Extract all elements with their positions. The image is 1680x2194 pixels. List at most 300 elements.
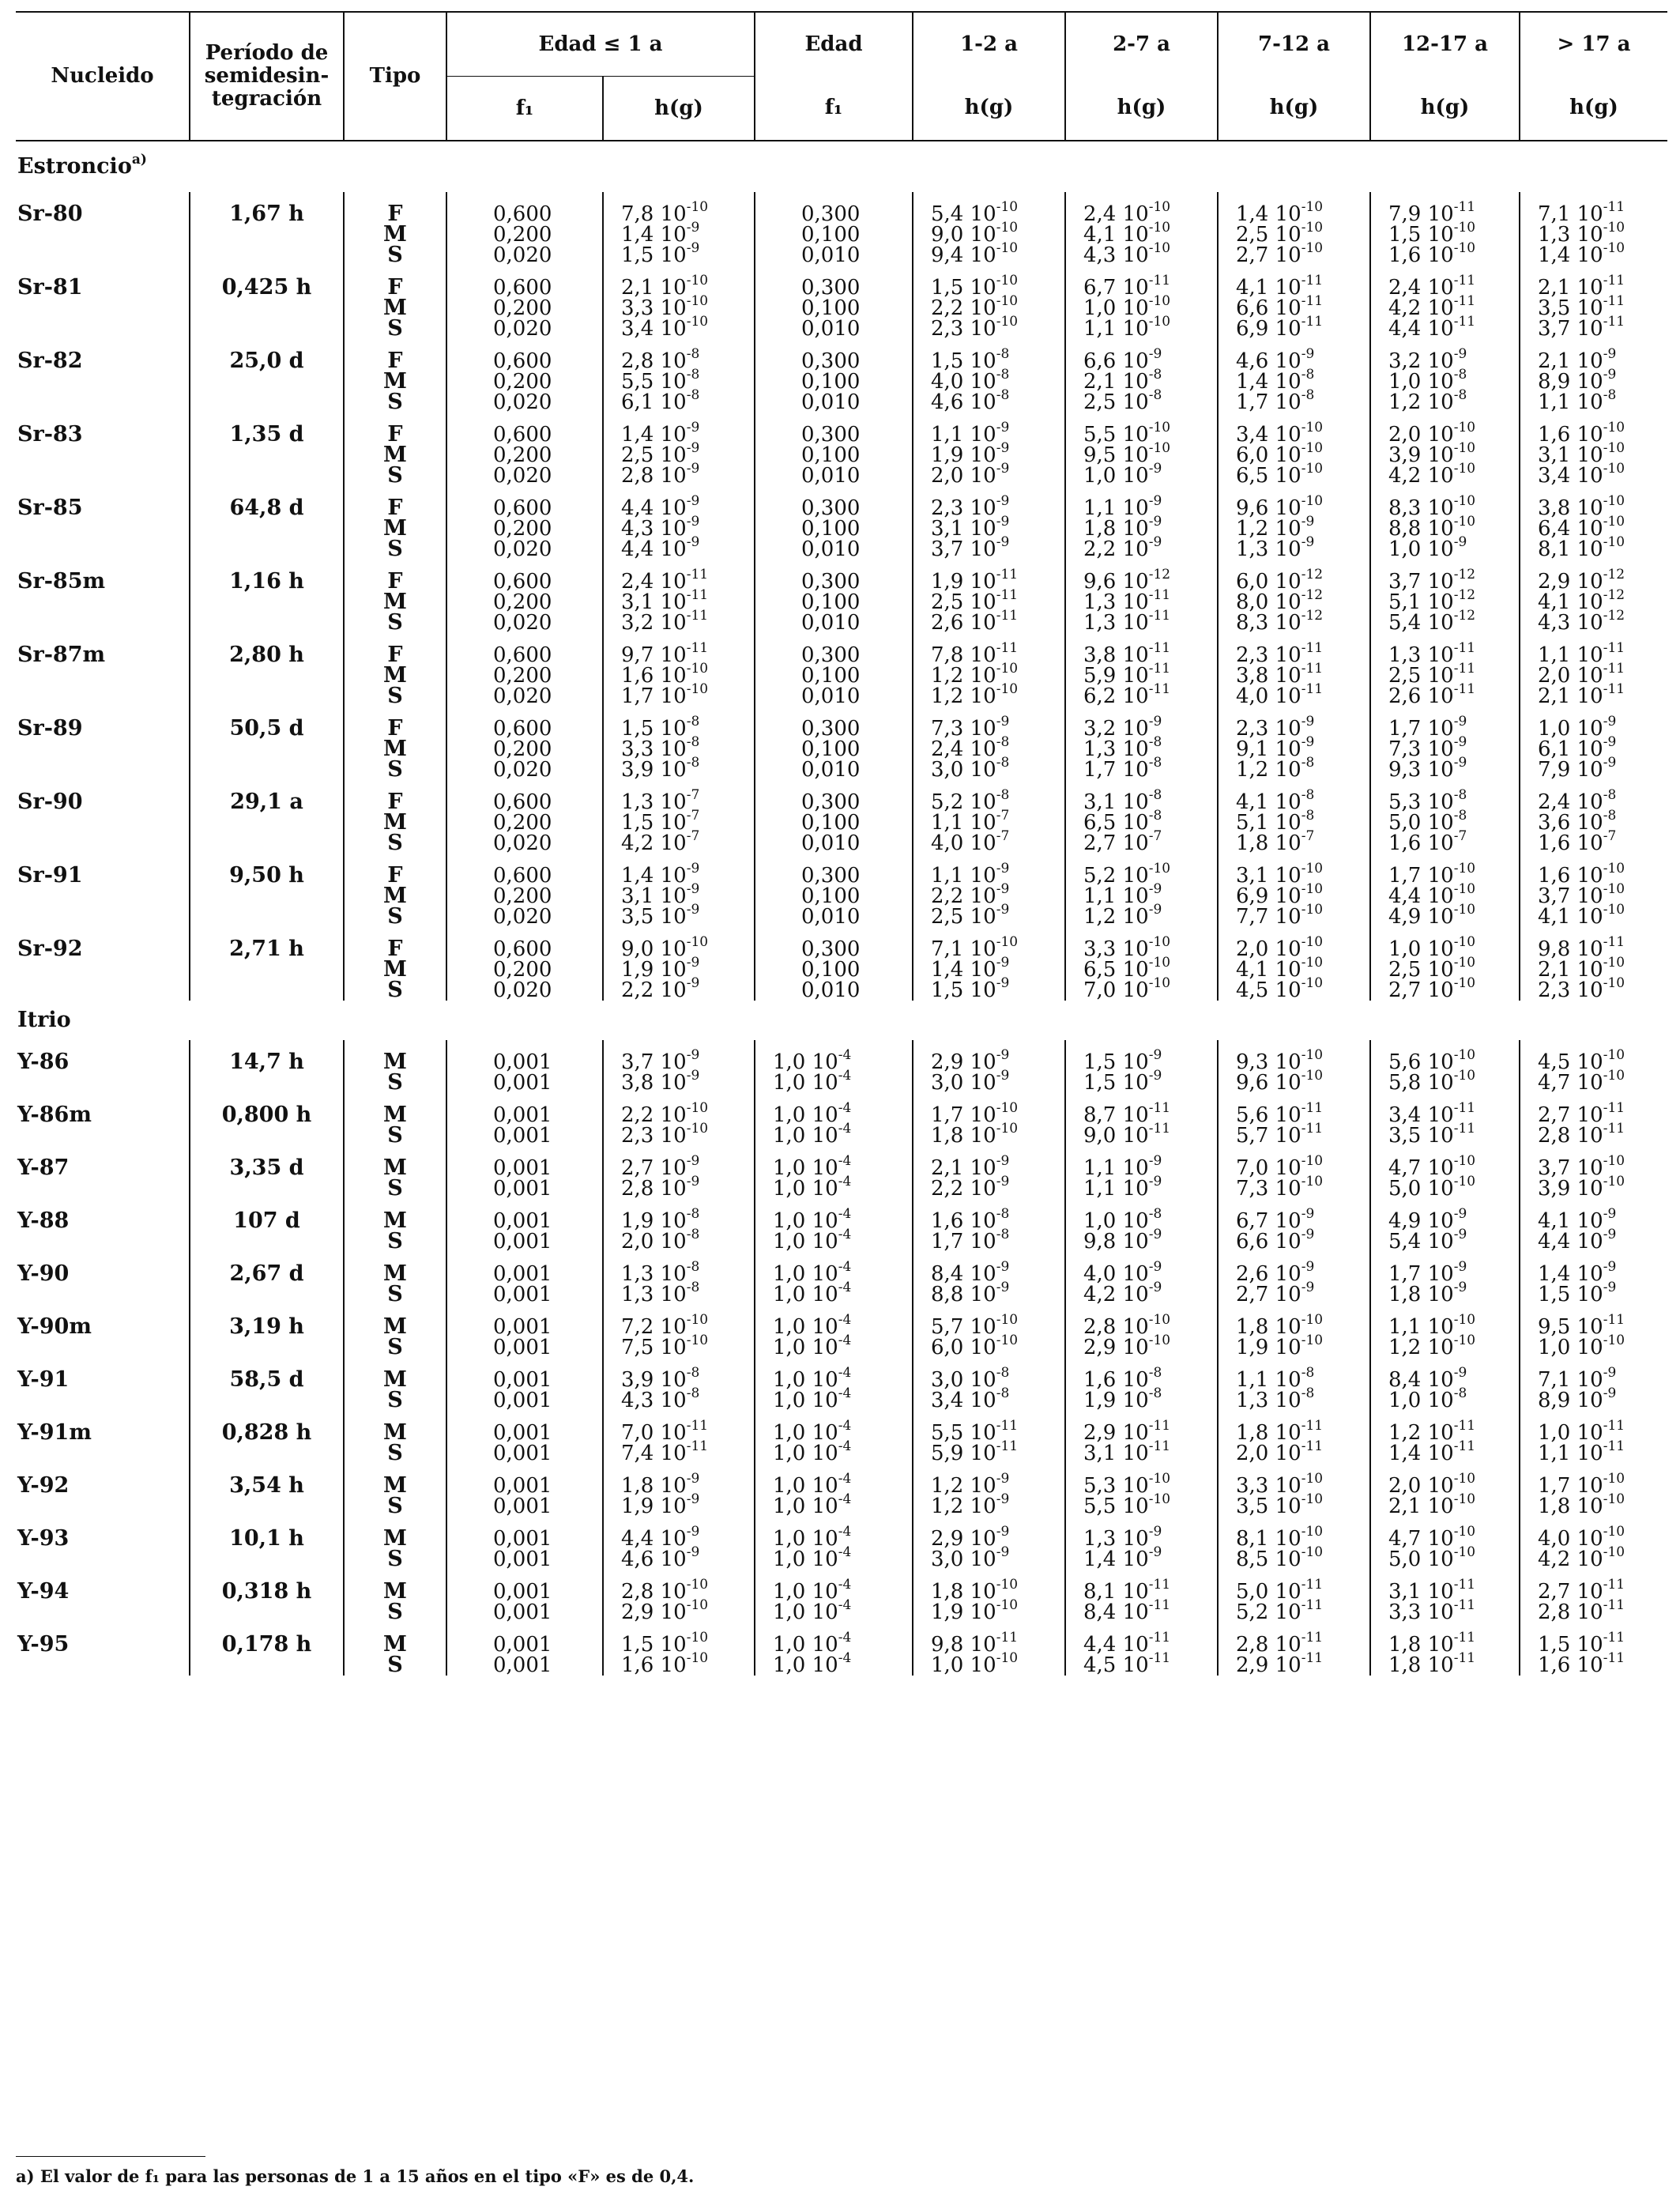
hg-7-12-cell	[1218, 1358, 1370, 1411]
hg-gt17-value: 3,4 $10^{-10}$	[1538, 461, 1625, 488]
nuclide-name: Y-90m	[17, 1314, 92, 1339]
hg-2-7-cell	[1065, 339, 1218, 413]
hg-infant-value: 4,3 $10^{-9}$	[621, 514, 700, 541]
hg-7-12-value: 6,7 $10^{-9}$	[1236, 1206, 1315, 1233]
half-life: 1,67 h	[190, 192, 344, 266]
hg-1-2-value: 2,2 $10^{-9}$	[931, 881, 1010, 908]
hg-infant-cell	[603, 1093, 755, 1146]
f1-infant-value: 0,001	[493, 1177, 552, 1201]
footnote: a) El valor de f₁ para las personas de 1 a 15 años en el tipo «F» es de 0,4.	[16, 2166, 695, 2186]
hg-1-2-cell	[913, 780, 1065, 854]
hg-gt17-value: 3,9 $10^{-10}$	[1538, 1174, 1625, 1201]
f1-other-value: 1,0 $10^{-4}$	[773, 1577, 852, 1604]
table-row	[16, 413, 1667, 486]
f1-infant-value: 0,001	[493, 1442, 552, 1465]
hg-infant-value: 7,0 $10^{-11}$	[621, 1418, 709, 1445]
hg-1-2-value: 1,2 $10^{-10}$	[931, 661, 1019, 688]
f1-other-value: 0,300	[801, 570, 861, 594]
hg-2-7-cell	[1065, 1623, 1218, 1676]
hg-7-12-value: 5,1 $10^{-8}$	[1236, 808, 1315, 835]
type-cell	[344, 1464, 446, 1517]
hg-2-7-value: 5,3 $10^{-10}$	[1083, 1471, 1171, 1498]
hg-infant-value: 1,8 $10^{-9}$	[621, 1471, 700, 1498]
hg-infant-cell	[603, 1411, 755, 1464]
hg-infant-cell	[603, 1040, 755, 1093]
hg-1-2-cell	[913, 1517, 1065, 1570]
hg-infant-cell	[603, 1199, 755, 1252]
hg-12-17-value: 9,3 $10^{-9}$	[1388, 755, 1467, 782]
hg-infant-value: 6,1 $10^{-8}$	[621, 387, 700, 414]
hg-12-17-cell	[1370, 854, 1520, 927]
hg-gt17-value: 2,1 $10^{-11}$	[1538, 273, 1625, 300]
hg-gt17-value: 7,1 $10^{-9}$	[1538, 1365, 1617, 1392]
hg-7-12-value: 6,5 $10^{-10}$	[1236, 461, 1324, 488]
hg-2-7-value: 1,1 $10^{-9}$	[1083, 1174, 1162, 1201]
f1-infant-value: 0,200	[493, 296, 552, 320]
f1-infant-value: 0,020	[493, 684, 552, 708]
nuclide-name: Sr-91	[17, 863, 83, 888]
hg-2-7-cell	[1065, 1570, 1218, 1623]
hg-12-17-value: 8,4 $10^{-9}$	[1388, 1365, 1467, 1392]
f1-other-value: 0,010	[801, 831, 861, 855]
f1-infant-value: 0,001	[493, 1050, 552, 1074]
header-hg-12-17: h(g)	[1370, 77, 1520, 141]
hg-gt17-value: 4,7 $10^{-10}$	[1538, 1068, 1625, 1095]
table-row	[16, 486, 1667, 560]
f1-other-value: 1,0 $10^{-4}$	[773, 1385, 852, 1412]
f1-infant-cell	[446, 1040, 603, 1093]
hg-1-2-value: 2,4 $10^{-8}$	[931, 734, 1010, 761]
hg-infant-value: 3,1 $10^{-9}$	[621, 881, 700, 908]
hg-12-17-value: 4,7 $10^{-10}$	[1388, 1524, 1476, 1551]
hg-gt17-value: 2,1 $10^{-11}$	[1538, 681, 1625, 708]
f1-infant-value: 0,001	[493, 1474, 552, 1498]
nuclide-name: Y-90	[17, 1261, 70, 1286]
hg-12-17-value: 3,4 $10^{-11}$	[1388, 1100, 1476, 1127]
hg-infant-value: 1,5 $10^{-9}$	[621, 240, 700, 267]
hg-12-17-value: 4,9 $10^{-10}$	[1388, 902, 1476, 929]
hg-gt17-value: 3,7 $10^{-10}$	[1538, 1153, 1625, 1180]
hg-infant-cell	[603, 266, 755, 339]
hg-gt17-cell	[1520, 1358, 1667, 1411]
type-cell	[344, 1040, 446, 1093]
f1-infant-value: 0,600	[493, 643, 552, 667]
section-title-text: Itrio	[17, 1008, 71, 1032]
f1-infant-cell	[446, 192, 603, 266]
hg-gt17-cell	[1520, 1305, 1667, 1358]
f1-other-value: 0,100	[801, 296, 861, 320]
f1-other-cell	[755, 1570, 913, 1623]
hg-7-12-value: 5,0 $10^{-11}$	[1236, 1577, 1324, 1604]
table-row	[16, 927, 1667, 1001]
hg-infant-value: 9,7 $10^{-11}$	[621, 640, 709, 667]
hg-gt17-value: 3,5 $10^{-11}$	[1538, 293, 1625, 320]
type-value: M	[383, 1261, 407, 1286]
hg-12-17-value: 5,4 $10^{-9}$	[1388, 1227, 1467, 1253]
hg-12-17-value: 1,7 $10^{-10}$	[1388, 861, 1476, 888]
hg-infant-value: 7,4 $10^{-11}$	[621, 1438, 709, 1465]
type-value: M	[383, 957, 407, 982]
table-row	[16, 1570, 1667, 1623]
hg-1-2-value: 2,3 $10^{-10}$	[931, 314, 1019, 341]
hg-12-17-value: 1,0 $10^{-8}$	[1388, 367, 1467, 394]
hg-2-7-cell	[1065, 1146, 1218, 1199]
f1-infant-value: 0,001	[493, 1527, 552, 1551]
f1-infant-value: 0,001	[493, 1547, 552, 1571]
hg-1-2-value: 2,3 $10^{-9}$	[931, 493, 1010, 520]
hg-7-12-cell	[1218, 1305, 1370, 1358]
type-value: S	[387, 1229, 403, 1253]
hg-2-7-value: 1,0 $10^{-8}$	[1083, 1206, 1162, 1233]
f1-infant-cell	[446, 927, 603, 1001]
f1-infant-value: 0,600	[493, 937, 552, 961]
hg-infant-value: 4,4 $10^{-9}$	[621, 1524, 700, 1551]
hg-7-12-value: 2,7 $10^{-9}$	[1236, 1280, 1315, 1306]
half-life: 0,178 h	[190, 1623, 344, 1676]
hg-infant-value: 4,2 $10^{-7}$	[621, 828, 700, 855]
hg-2-7-value: 6,7 $10^{-11}$	[1083, 273, 1171, 300]
hg-7-12-value: 2,3 $10^{-11}$	[1236, 640, 1324, 667]
hg-gt17-value: 2,8 $10^{-11}$	[1538, 1121, 1625, 1148]
nuclide-name: Y-88	[17, 1208, 70, 1233]
section-title	[16, 1001, 1667, 1040]
f1-other-value: 1,0 $10^{-4}$	[773, 1259, 852, 1286]
hg-2-7-value: 1,1 $10^{-9}$	[1083, 881, 1162, 908]
table-row	[16, 1305, 1667, 1358]
hg-2-7-cell	[1065, 1464, 1218, 1517]
hg-2-7-value: 1,5 $10^{-9}$	[1083, 1068, 1162, 1095]
hg-2-7-cell	[1065, 1199, 1218, 1252]
type-value: M	[383, 1050, 407, 1074]
hg-gt17-value: 1,7 $10^{-10}$	[1538, 1471, 1625, 1498]
hg-12-17-value: 1,0 $10^{-10}$	[1388, 934, 1476, 961]
table-row	[16, 560, 1667, 633]
type-value: M	[383, 1473, 407, 1498]
hg-1-2-value: 5,4 $10^{-10}$	[931, 199, 1019, 226]
f1-infant-value: 0,600	[493, 864, 552, 888]
hg-infant-value: 1,6 $10^{-10}$	[621, 1650, 709, 1677]
type-cell	[344, 633, 446, 707]
table-row	[16, 1093, 1667, 1146]
hg-infant-value: 3,3 $10^{-8}$	[621, 734, 700, 761]
f1-infant-value: 0,001	[493, 1336, 552, 1359]
hg-2-7-value: 8,7 $10^{-11}$	[1083, 1100, 1171, 1127]
hg-2-7-value: 3,8 $10^{-11}$	[1083, 640, 1171, 667]
hg-2-7-value: 1,3 $10^{-11}$	[1083, 587, 1171, 614]
hg-12-17-value: 2,0 $10^{-10}$	[1388, 1471, 1476, 1498]
type-value: S	[387, 1070, 403, 1095]
header-f1-other: f₁	[755, 77, 913, 141]
hg-7-12-value: 1,4 $10^{-10}$	[1236, 199, 1324, 226]
f1-other-value: 1,0 $10^{-4}$	[773, 1630, 852, 1657]
type-value: M	[383, 590, 407, 614]
type-cell	[344, 560, 446, 633]
hg-2-7-value: 1,0 $10^{-9}$	[1083, 461, 1162, 488]
f1-other-value: 0,300	[801, 643, 861, 667]
hg-1-2-cell	[913, 1623, 1065, 1676]
hg-gt17-value: 8,1 $10^{-10}$	[1538, 534, 1625, 561]
hg-1-2-cell	[913, 1199, 1065, 1252]
f1-infant-value: 0,200	[493, 370, 552, 394]
table-row	[16, 633, 1667, 707]
hg-7-12-value: 1,7 $10^{-8}$	[1236, 387, 1315, 414]
hg-7-12-value: 7,0 $10^{-10}$	[1236, 1153, 1324, 1180]
hg-12-17-cell	[1370, 1623, 1520, 1676]
hg-7-12-cell	[1218, 854, 1370, 927]
hg-1-2-value: 1,2 $10^{-9}$	[931, 1491, 1010, 1518]
f1-infant-value: 0,001	[493, 1071, 552, 1095]
header-nucleido: Nucleido	[16, 12, 190, 141]
f1-other-value: 0,010	[801, 684, 861, 708]
hg-infant-value: 1,3 $10^{-8}$	[621, 1280, 700, 1306]
type-value: S	[387, 1600, 403, 1624]
f1-infant-value: 0,001	[493, 1156, 552, 1180]
hg-12-17-value: 1,8 $10^{-11}$	[1388, 1630, 1476, 1657]
hg-7-12-cell	[1218, 192, 1370, 266]
f1-infant-value: 0,600	[493, 423, 552, 447]
hg-2-7-value: 1,3 $10^{-11}$	[1083, 608, 1171, 635]
f1-infant-value: 0,600	[493, 276, 552, 300]
f1-infant-value: 0,001	[493, 1580, 552, 1604]
hg-7-12-cell	[1218, 339, 1370, 413]
f1-infant-value: 0,001	[493, 1230, 552, 1253]
type-cell	[344, 486, 446, 560]
hg-gt17-value: 4,1 $10^{-9}$	[1538, 1206, 1617, 1233]
type-cell	[344, 854, 446, 927]
hg-2-7-value: 2,8 $10^{-10}$	[1083, 1312, 1171, 1339]
hg-infant-cell	[603, 1623, 755, 1676]
hg-infant-value: 2,8 $10^{-8}$	[621, 346, 700, 373]
hg-gt17-cell	[1520, 413, 1667, 486]
hg-12-17-value: 1,3 $10^{-11}$	[1388, 640, 1476, 667]
hg-12-17-value: 1,0 $10^{-8}$	[1388, 1385, 1467, 1412]
type-cell	[344, 1305, 446, 1358]
hg-2-7-value: 2,9 $10^{-10}$	[1083, 1333, 1171, 1359]
hg-gt17-value: 3,7 $10^{-11}$	[1538, 314, 1625, 341]
hg-gt17-value: 4,0 $10^{-10}$	[1538, 1524, 1625, 1551]
hg-gt17-cell	[1520, 854, 1667, 927]
hg-gt17-value: 2,7 $10^{-11}$	[1538, 1577, 1625, 1604]
header-tipo: Tipo	[344, 12, 446, 141]
hg-12-17-value: 4,4 $10^{-10}$	[1388, 881, 1476, 908]
hg-gt17-value: 6,4 $10^{-10}$	[1538, 514, 1625, 541]
f1-infant-cell	[446, 1252, 603, 1305]
hg-12-17-value: 2,7 $10^{-10}$	[1388, 975, 1476, 1002]
f1-other-value: 0,300	[801, 717, 861, 741]
type-value: S	[387, 610, 403, 635]
hg-7-12-value: 5,7 $10^{-11}$	[1236, 1121, 1324, 1148]
section-footnote-mark: a)	[131, 152, 147, 168]
hg-1-2-value: 1,1 $10^{-9}$	[931, 420, 1010, 447]
hg-gt17-value: 2,4 $10^{-8}$	[1538, 787, 1617, 814]
hg-infant-value: 1,4 $10^{-9}$	[621, 220, 700, 247]
header-age-2-7: 2-7 a	[1065, 12, 1218, 77]
hg-7-12-value: 3,8 $10^{-11}$	[1236, 661, 1324, 688]
hg-infant-value: 5,5 $10^{-8}$	[621, 367, 700, 394]
type-cell	[344, 1146, 446, 1199]
document-page	[16, 11, 1667, 1676]
hg-12-17-cell	[1370, 1464, 1520, 1517]
nuclide-name: Y-94	[17, 1579, 70, 1604]
type-value: S	[387, 243, 403, 267]
type-value: M	[383, 369, 407, 394]
table-row	[16, 1464, 1667, 1517]
hg-infant-cell	[603, 192, 755, 266]
hg-2-7-value: 5,5 $10^{-10}$	[1083, 420, 1171, 447]
hg-infant-value: 3,8 $10^{-9}$	[621, 1068, 700, 1095]
section-row	[16, 141, 1667, 192]
hg-gt17-cell	[1520, 339, 1667, 413]
hg-12-17-cell	[1370, 1517, 1520, 1570]
hg-2-7-cell	[1065, 780, 1218, 854]
f1-infant-cell	[446, 560, 603, 633]
hg-infant-value: 2,5 $10^{-9}$	[621, 440, 700, 467]
hg-gt17-cell	[1520, 266, 1667, 339]
type-value: M	[383, 516, 407, 541]
hg-2-7-value: 1,3 $10^{-8}$	[1083, 734, 1162, 761]
hg-1-2-value: 3,0 $10^{-8}$	[931, 755, 1010, 782]
hg-gt17-value: 6,1 $10^{-9}$	[1538, 734, 1617, 761]
hg-12-17-value: 4,2 $10^{-11}$	[1388, 293, 1476, 320]
type-cell	[344, 192, 446, 266]
hg-2-7-value: 4,2 $10^{-9}$	[1083, 1280, 1162, 1306]
hg-1-2-value: 1,9 $10^{-10}$	[931, 1597, 1019, 1624]
hg-2-7-value: 2,1 $10^{-8}$	[1083, 367, 1162, 394]
hg-gt17-value: 1,3 $10^{-10}$	[1538, 220, 1625, 247]
hg-7-12-cell	[1218, 1199, 1370, 1252]
table-row	[16, 1040, 1667, 1093]
hg-infant-cell	[603, 486, 755, 560]
hg-12-17-cell	[1370, 339, 1520, 413]
hg-12-17-cell	[1370, 633, 1520, 707]
f1-other-cell	[755, 1411, 913, 1464]
f1-infant-value: 0,001	[493, 1653, 552, 1677]
f1-infant-value: 0,600	[493, 717, 552, 741]
type-value: M	[383, 222, 407, 247]
f1-other-cell	[755, 780, 913, 854]
hg-gt17-value: 9,8 $10^{-11}$	[1538, 934, 1625, 961]
hg-infant-value: 2,8 $10^{-9}$	[621, 1174, 700, 1201]
nuclide-name: Sr-81	[17, 275, 83, 300]
f1-infant-cell	[446, 780, 603, 854]
hg-1-2-value: 1,9 $10^{-9}$	[931, 440, 1010, 467]
hg-2-7-value: 1,3 $10^{-9}$	[1083, 1524, 1162, 1551]
f1-other-value: 0,300	[801, 937, 861, 961]
type-value: S	[387, 316, 403, 341]
header-hg-1-2: h(g)	[913, 77, 1065, 141]
hg-2-7-value: 8,1 $10^{-11}$	[1083, 1577, 1171, 1604]
hg-1-2-cell	[913, 927, 1065, 1001]
f1-other-cell	[755, 1093, 913, 1146]
type-value: M	[383, 1526, 407, 1551]
hg-7-12-value: 1,1 $10^{-8}$	[1236, 1365, 1315, 1392]
table-row	[16, 1517, 1667, 1570]
type-cell	[344, 780, 446, 854]
hg-7-12-value: 6,9 $10^{-11}$	[1236, 314, 1324, 341]
hg-infant-value: 2,2 $10^{-9}$	[621, 975, 700, 1002]
hg-2-7-value: 1,1 $10^{-9}$	[1083, 493, 1162, 520]
hg-gt17-value: 4,1 $10^{-10}$	[1538, 902, 1625, 929]
hg-2-7-value: 3,1 $10^{-11}$	[1083, 1438, 1171, 1465]
hg-7-12-cell	[1218, 1252, 1370, 1305]
hg-12-17-value: 2,1 $10^{-10}$	[1388, 1491, 1476, 1518]
header-age-1-2: 1-2 a	[913, 12, 1065, 77]
hg-1-2-cell	[913, 707, 1065, 780]
type-cell	[344, 1199, 446, 1252]
hg-gt17-cell	[1520, 1464, 1667, 1517]
hg-7-12-cell	[1218, 1623, 1370, 1676]
hg-2-7-value: 3,1 $10^{-8}$	[1083, 787, 1162, 814]
nuclide-name: Y-92	[17, 1473, 70, 1498]
f1-other-value: 0,100	[801, 737, 861, 761]
half-life: 29,1 a	[190, 780, 344, 854]
type-value: M	[383, 1208, 407, 1233]
hg-2-7-value: 2,4 $10^{-10}$	[1083, 199, 1171, 226]
f1-other-cell	[755, 1040, 913, 1093]
half-life: 3,54 h	[190, 1464, 344, 1517]
hg-12-17-value: 5,3 $10^{-8}$	[1388, 787, 1467, 814]
type-value: F	[387, 716, 403, 741]
hg-1-2-value: 4,6 $10^{-8}$	[931, 387, 1010, 414]
hg-7-12-value: 1,3 $10^{-9}$	[1236, 534, 1315, 561]
half-life: 2,71 h	[190, 927, 344, 1001]
hg-12-17-value: 5,6 $10^{-10}$	[1388, 1047, 1476, 1074]
f1-other-cell	[755, 560, 913, 633]
hg-1-2-value: 2,2 $10^{-10}$	[931, 293, 1019, 320]
hg-12-17-value: 1,5 $10^{-10}$	[1388, 220, 1476, 247]
hg-2-7-cell	[1065, 486, 1218, 560]
half-life: 10,1 h	[190, 1517, 344, 1570]
hg-infant-value: 7,8 $10^{-10}$	[621, 199, 709, 226]
f1-other-cell	[755, 1305, 913, 1358]
f1-other-value: 1,0 $10^{-4}$	[773, 1280, 852, 1306]
hg-7-12-value: 3,1 $10^{-10}$	[1236, 861, 1324, 888]
hg-gt17-value: 2,1 $10^{-10}$	[1538, 955, 1625, 982]
half-life: 107 d	[190, 1199, 344, 1252]
hg-infant-value: 1,5 $10^{-7}$	[621, 808, 700, 835]
hg-12-17-value: 5,4 $10^{-12}$	[1388, 608, 1476, 635]
hg-infant-value: 1,3 $10^{-8}$	[621, 1259, 700, 1286]
type-value: S	[387, 1176, 403, 1201]
f1-other-cell	[755, 854, 913, 927]
hg-7-12-cell	[1218, 1146, 1370, 1199]
hg-1-2-value: 1,4 $10^{-9}$	[931, 955, 1010, 982]
hg-1-2-value: 2,9 $10^{-9}$	[931, 1047, 1010, 1074]
type-cell	[344, 1570, 446, 1623]
hg-7-12-value: 9,6 $10^{-10}$	[1236, 493, 1324, 520]
type-value: M	[383, 1420, 407, 1445]
hg-2-7-value: 2,2 $10^{-9}$	[1083, 534, 1162, 561]
half-life: 0,800 h	[190, 1093, 344, 1146]
hg-1-2-value: 3,0 $10^{-8}$	[931, 1365, 1010, 1392]
f1-other-value: 0,100	[801, 370, 861, 394]
hg-12-17-value: 2,5 $10^{-10}$	[1388, 955, 1476, 982]
f1-other-cell	[755, 1358, 913, 1411]
f1-infant-cell	[446, 854, 603, 927]
f1-infant-value: 0,600	[493, 349, 552, 373]
hg-7-12-value: 2,7 $10^{-10}$	[1236, 240, 1324, 267]
type-value: M	[383, 1632, 407, 1657]
hg-2-7-cell	[1065, 192, 1218, 266]
type-cell	[344, 1623, 446, 1676]
hg-7-12-value: 9,1 $10^{-9}$	[1236, 734, 1315, 761]
hg-1-2-value: 1,8 $10^{-10}$	[931, 1577, 1019, 1604]
f1-infant-cell	[446, 633, 603, 707]
hg-1-2-cell	[913, 1358, 1065, 1411]
f1-infant-value: 0,200	[493, 517, 552, 541]
hg-7-12-cell	[1218, 1517, 1370, 1570]
nuclide-name: Sr-82	[17, 349, 83, 373]
